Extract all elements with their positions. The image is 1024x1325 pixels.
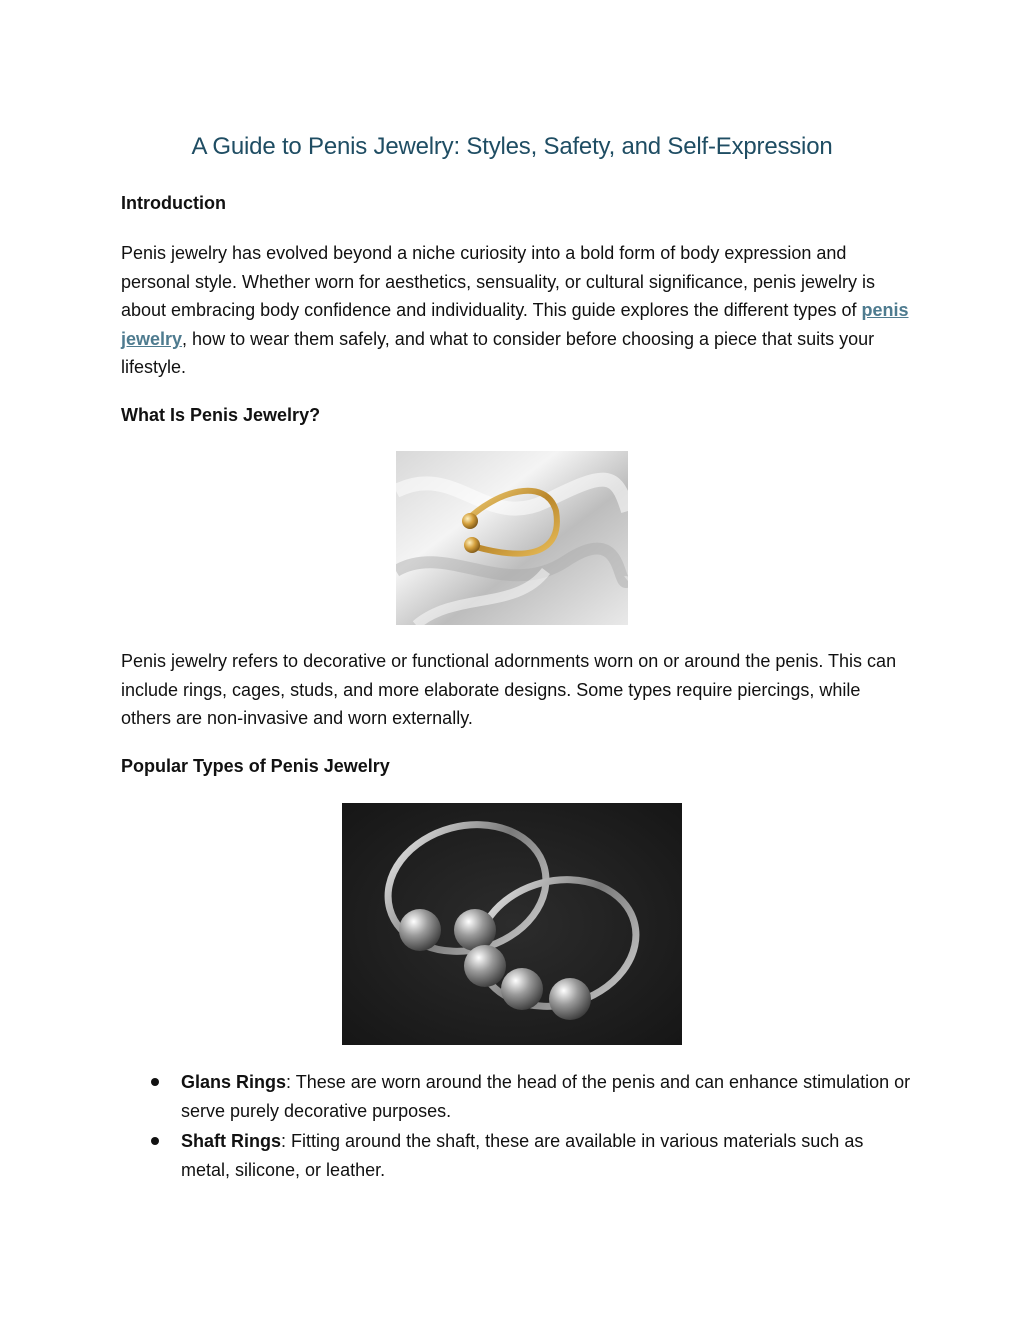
intro-paragraph (121, 239, 911, 382)
page-title: A Guide to Penis Jewelry: Styles, Safety, and Self-Expression (191, 133, 833, 160)
intro-text-after-link: , how to wear them safely, and what to consider before choosing a piece that suits your lifestyle. (121, 328, 875, 378)
types-heading: Popular Types of Penis Jewelry (121, 756, 390, 776)
bullet-description: : These are worn around the head of the penis and can enhance stimulation or serve purely decorative purposes. (181, 1072, 911, 1121)
list-item (121, 1127, 911, 1184)
silver-rings-image (342, 803, 682, 1045)
gold-ring-image (396, 451, 628, 625)
jewelry-types-list (121, 1068, 911, 1186)
what-paragraph: Penis jewelry refers to decorative or functional adornments worn on or around the penis. This can include rings, cages, studs, and more elaborate designs. Some types require piercings, while others are non-invasive and worn externally. (121, 651, 897, 729)
bullet-icon (151, 1137, 159, 1145)
bullet-term: Shaft Rings (181, 1131, 282, 1152)
bullet-icon (151, 1078, 159, 1086)
gold-horseshoe-ring-icon (396, 451, 628, 625)
intro-heading: Introduction (121, 193, 226, 213)
bullet-description: : Fitting around the shaft, these are available in various materials such as metal, silicone, or leather. (181, 1131, 864, 1180)
silver-bead-rings-icon (342, 803, 682, 1045)
penis-jewelry-link[interactable]: penis jewelry (121, 300, 909, 349)
bullet-term: Glans Rings (181, 1072, 287, 1092)
what-heading: What Is Penis Jewelry? (121, 405, 321, 425)
intro-text-before-link: Penis jewelry has evolved beyond a niche curiosity into a bold form of body expression and personal style. Whether worn for aesthetics, sensuality, or cultural significance, penis jewelry is about embracing body confidence and individuality. This guide explores the different types of (121, 243, 875, 321)
list-item (121, 1068, 911, 1125)
